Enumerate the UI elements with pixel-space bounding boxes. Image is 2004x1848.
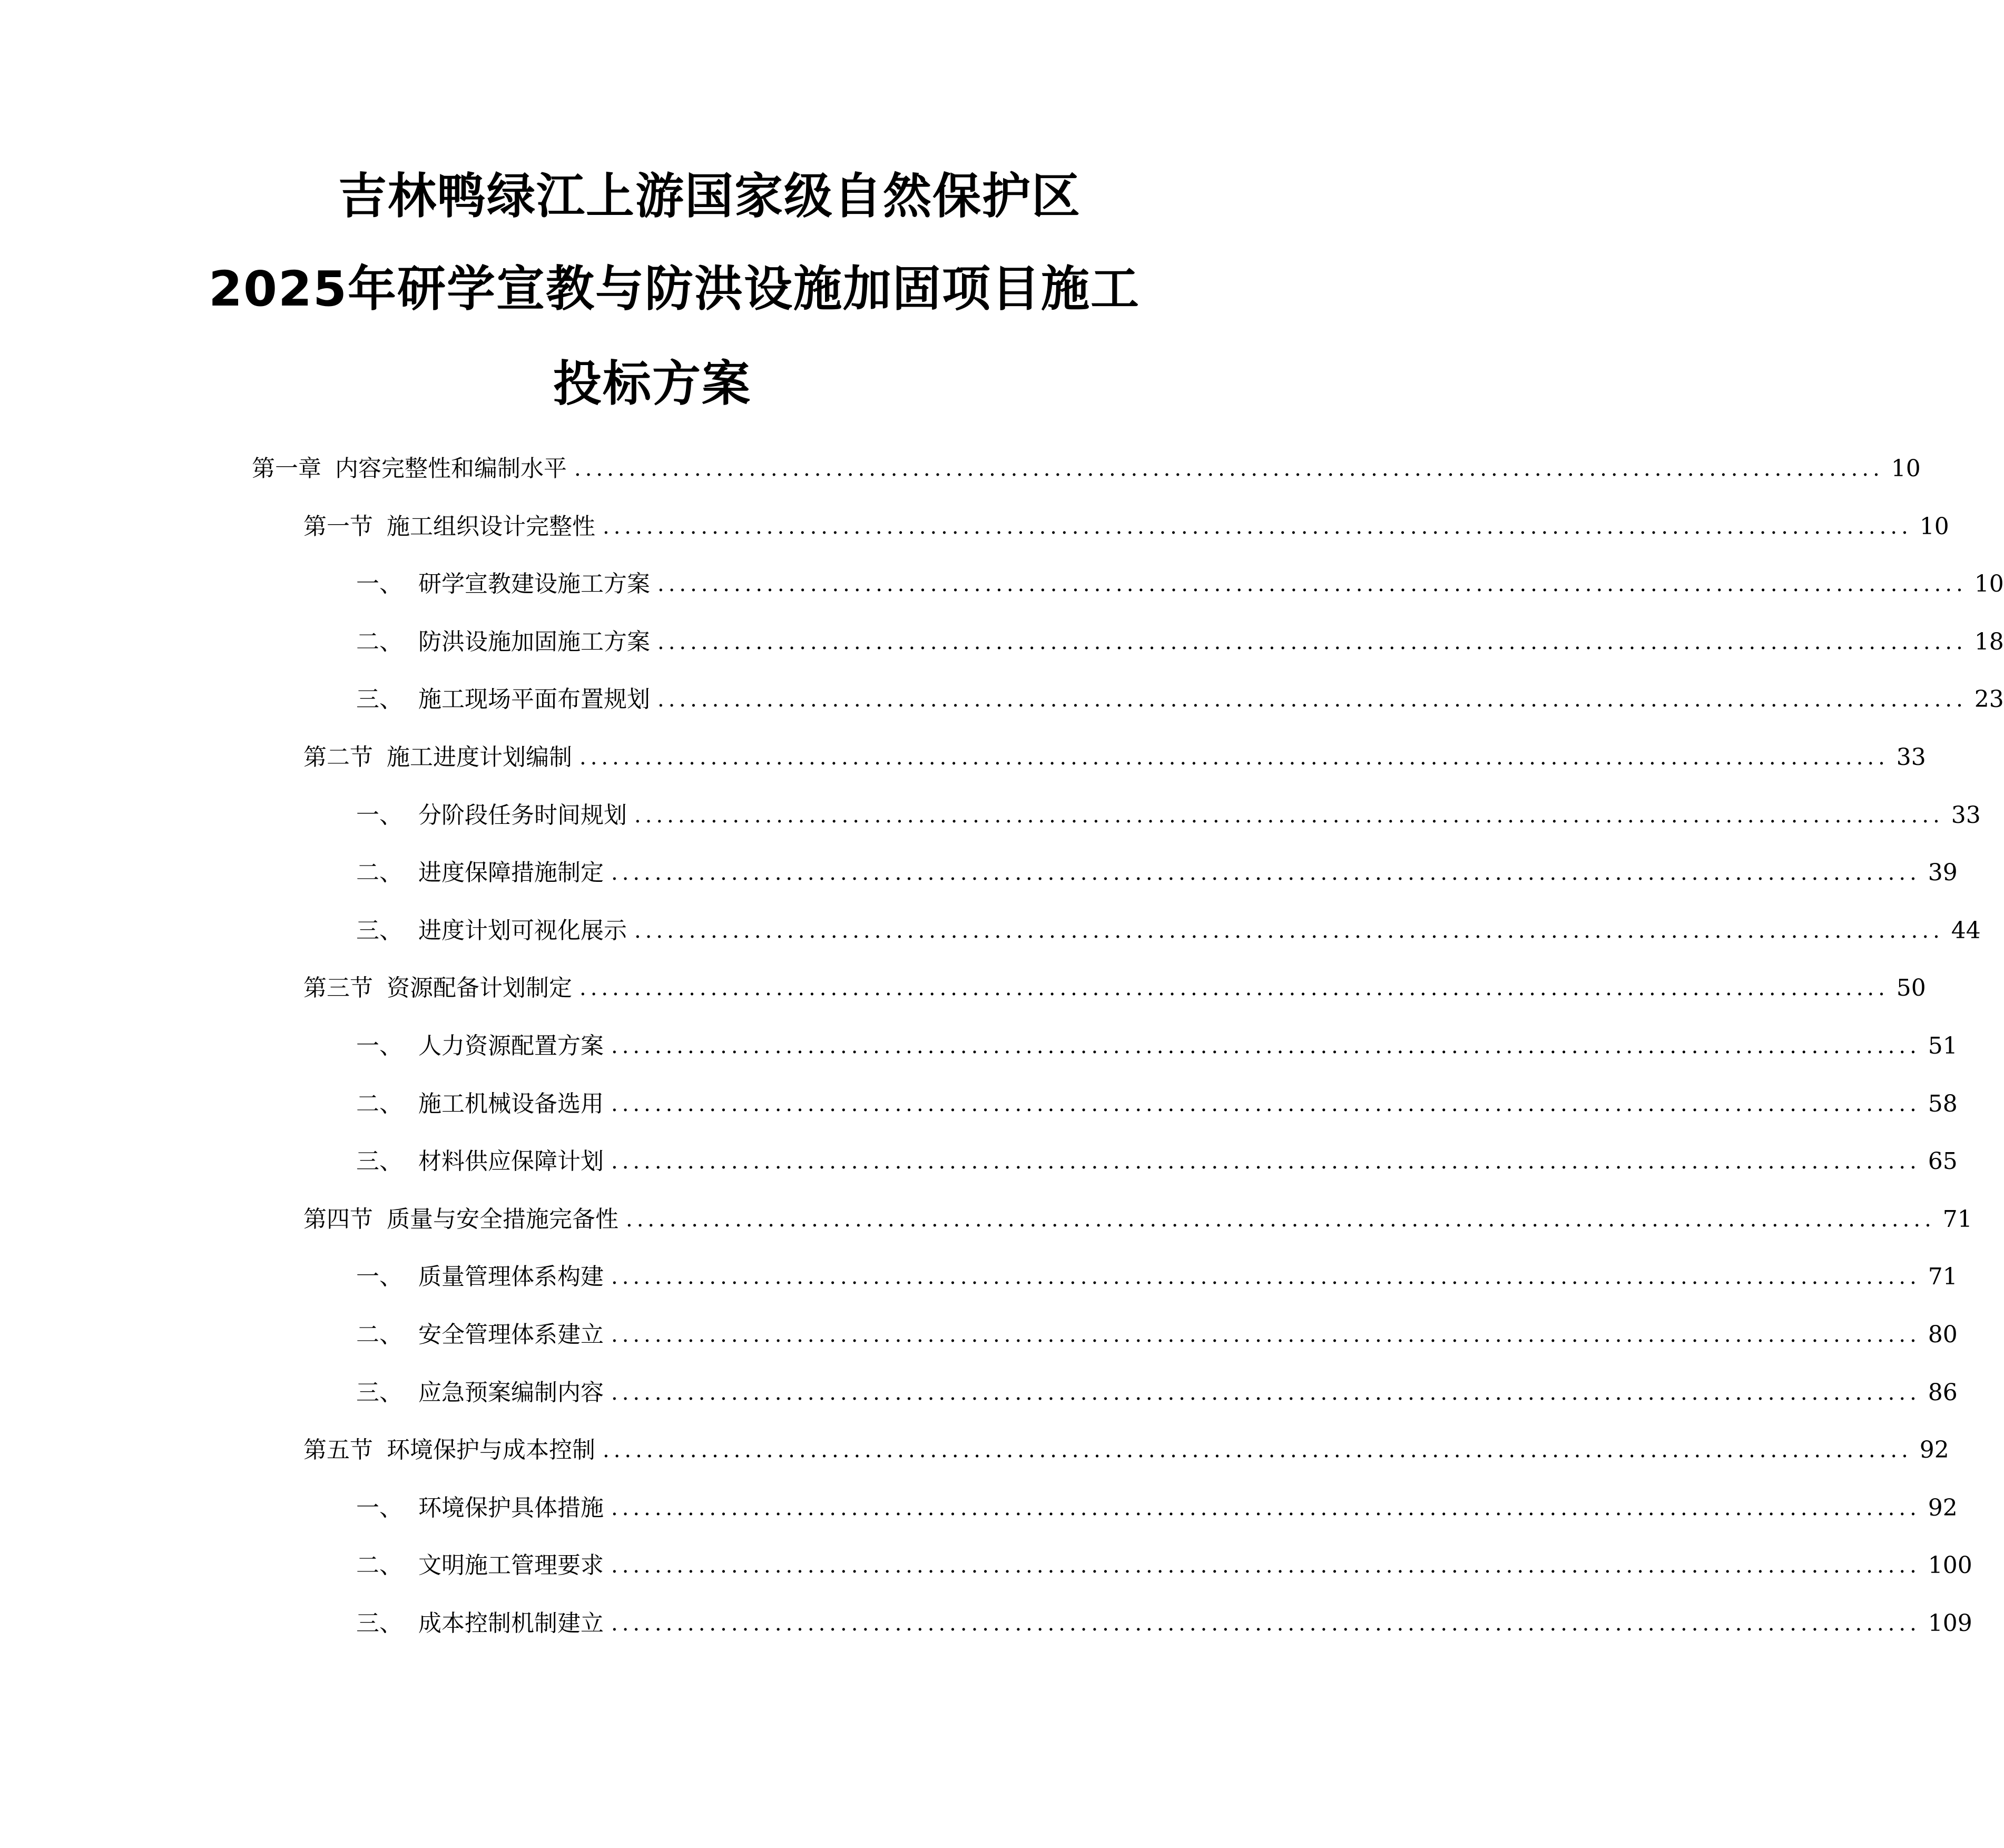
toc-entry[interactable] [356, 1319, 1958, 1351]
toc-entry-page-number: 10 [1974, 571, 2004, 598]
toc-entry-number: 二、 [356, 1090, 402, 1117]
toc-entry-title: 防洪设施加固施工方案 [418, 628, 650, 655]
toc-entry[interactable] [356, 1550, 1972, 1581]
toc-entry[interactable] [303, 742, 1926, 773]
toc-dot-leader: ........................................................................................................................ [657, 572, 1967, 597]
toc-dot-leader: ........................................................................................................................ [611, 1149, 1921, 1174]
toc-entry-number: 三、 [356, 917, 402, 944]
toc-entry[interactable] [303, 1434, 1949, 1466]
toc-entry[interactable] [356, 1608, 1972, 1639]
toc-entry-page-number: 18 [1974, 628, 2004, 655]
toc-entry-title: 进度计划可视化展示 [418, 917, 627, 944]
toc-entry-title: 内容完整性和编制水平 [335, 455, 567, 482]
toc-entry-number: 二、 [356, 1321, 402, 1348]
toc-entry-number: 一、 [356, 1494, 402, 1521]
toc-entry-title: 环境保护具体措施 [418, 1494, 604, 1521]
toc-entry-title: 人力资源配置方案 [418, 1033, 604, 1059]
toc-entry-page-number: 10 [1891, 455, 1921, 482]
toc-dot-leader: ........................................................................................................................ [634, 803, 1944, 828]
toc-entry[interactable] [356, 915, 1981, 947]
toc-entry-page-number: 10 [1919, 513, 1949, 540]
toc-entry-number: 第一节 [303, 513, 373, 540]
toc-entry-title: 质量与安全措施完备性 [387, 1205, 618, 1233]
toc-entry[interactable] [356, 1146, 1958, 1177]
toc-entry-title: 文明施工管理要求 [418, 1552, 604, 1579]
toc-entry-page-number: 50 [1896, 975, 1926, 1002]
toc-entry-number: 一、 [356, 1263, 402, 1291]
toc-entry-title: 材料供应保障计划 [418, 1148, 604, 1175]
toc-entry-number: 第一章 [252, 455, 321, 482]
toc-entry-number: 一、 [356, 801, 402, 829]
toc-entry-number: 二、 [356, 628, 402, 655]
toc-dot-leader: ........................................................................................................................ [611, 861, 1921, 886]
toc-entry-page-number: 58 [1928, 1090, 1958, 1117]
toc-entry-page-number: 71 [1928, 1263, 1958, 1291]
toc-entry-page-number: 109 [1928, 1610, 1972, 1637]
toc-entry-page-number: 100 [1928, 1552, 1972, 1579]
toc-dot-leader: ........................................................................................................................ [603, 1438, 1912, 1463]
toc-entry[interactable] [356, 1030, 1958, 1062]
toc-entry[interactable] [356, 800, 1981, 831]
toc-entry-number: 一、 [356, 1033, 402, 1059]
toc-dot-leader: ........................................................................................................................ [611, 1323, 1921, 1347]
toc-dot-leader: ........................................................................................................................ [611, 1496, 1921, 1520]
toc-dot-leader: ........................................................................................................................ [611, 1380, 1921, 1405]
toc-entry-title: 分阶段任务时间规划 [418, 801, 627, 829]
toc-entry-page-number: 33 [1896, 744, 1926, 771]
toc-entry-title: 应急预案编制内容 [418, 1379, 604, 1406]
toc-entry-page-number: 65 [1928, 1148, 1958, 1175]
toc-dot-leader: ........................................................................................................................ [574, 457, 1884, 481]
toc-entry-number: 三、 [356, 1379, 402, 1406]
toc-entry-title: 质量管理体系构建 [418, 1263, 604, 1291]
toc-entry[interactable] [356, 568, 2004, 600]
toc-dot-leader: ........................................................................................................................ [611, 1034, 1921, 1058]
toc-entry-number: 第四节 [303, 1205, 373, 1233]
toc-dot-leader: ........................................................................................................................ [603, 514, 1912, 539]
toc-entry[interactable] [356, 1492, 1958, 1524]
toc-entry-title: 施工组织设计完整性 [387, 513, 595, 540]
toc-entry[interactable] [303, 972, 1926, 1004]
toc-dot-leader: ........................................................................................................................ [611, 1611, 1921, 1636]
toc-entry-page-number: 23 [1974, 686, 2004, 713]
toc-dot-leader: ........................................................................................................................ [611, 1092, 1921, 1116]
toc-entry[interactable] [356, 1261, 1958, 1293]
toc-entry-number: 二、 [356, 859, 402, 887]
toc-entry-title: 施工机械设备选用 [418, 1090, 604, 1117]
toc-dot-leader: ........................................................................................................................ [626, 1207, 1936, 1232]
toc-dot-leader: ........................................................................................................................ [657, 630, 1967, 654]
toc-entry-title: 资源配备计划制定 [387, 975, 572, 1002]
toc-entry-page-number: 71 [1942, 1205, 1972, 1233]
toc-entry-number: 第二节 [303, 744, 373, 771]
toc-entry-page-number: 51 [1928, 1033, 1958, 1059]
toc-entry-title: 施工进度计划编制 [387, 744, 572, 771]
toc-entry-number: 第五节 [303, 1437, 373, 1464]
toc-entry[interactable] [356, 626, 2004, 658]
title-line-3: 投标方案 [553, 356, 752, 412]
toc-entry[interactable] [356, 857, 1958, 889]
toc-entry-page-number: 33 [1951, 801, 1981, 829]
toc-entry-title: 研学宣教建设施工方案 [418, 571, 650, 598]
toc-entry[interactable] [303, 1204, 1972, 1235]
toc-entry-number: 三、 [356, 1148, 402, 1175]
toc-entry-number: 三、 [356, 686, 402, 713]
title-line-1: 吉林鸭绿江上游国家级自然保护区 [338, 168, 1082, 224]
toc-entry-page-number: 44 [1951, 917, 1981, 944]
toc-entry-title: 成本控制机制建立 [418, 1610, 604, 1637]
toc-dot-leader: ........................................................................................................................ [611, 1554, 1921, 1578]
toc-entry[interactable] [252, 453, 1921, 485]
toc-entry-number: 一、 [356, 571, 402, 598]
toc-dot-leader: ........................................................................................................................ [634, 918, 1944, 943]
toc-entry-number: 二、 [356, 1552, 402, 1579]
toc-entry[interactable] [356, 1377, 1958, 1409]
toc-entry-page-number: 39 [1928, 859, 1958, 887]
toc-entry-number: 第三节 [303, 975, 373, 1002]
title-line-2: 2025年研学宣教与防洪设施加固项目施工 [209, 261, 1141, 317]
toc-dot-leader: ........................................................................................................................ [657, 687, 1967, 712]
toc-dot-leader: ........................................................................................................................ [611, 1265, 1921, 1290]
toc-entry-page-number: 80 [1928, 1321, 1958, 1348]
toc-entry[interactable] [356, 684, 2004, 715]
toc-entry[interactable] [356, 1088, 1958, 1120]
toc-entry-title: 进度保障措施制定 [418, 859, 604, 887]
toc-entry-title: 安全管理体系建立 [418, 1321, 604, 1348]
toc-entry-page-number: 92 [1928, 1494, 1958, 1521]
toc-entry-number: 三、 [356, 1610, 402, 1637]
toc-entry-title: 施工现场平面布置规划 [418, 686, 650, 713]
toc-entry-page-number: 92 [1919, 1437, 1949, 1464]
toc-entry-page-number: 86 [1928, 1379, 1958, 1406]
toc-entry-title: 环境保护与成本控制 [387, 1437, 595, 1464]
toc-dot-leader: ........................................................................................................................ [579, 745, 1889, 770]
toc-dot-leader: ........................................................................................................................ [579, 976, 1889, 1001]
toc-entry[interactable] [303, 511, 1949, 543]
